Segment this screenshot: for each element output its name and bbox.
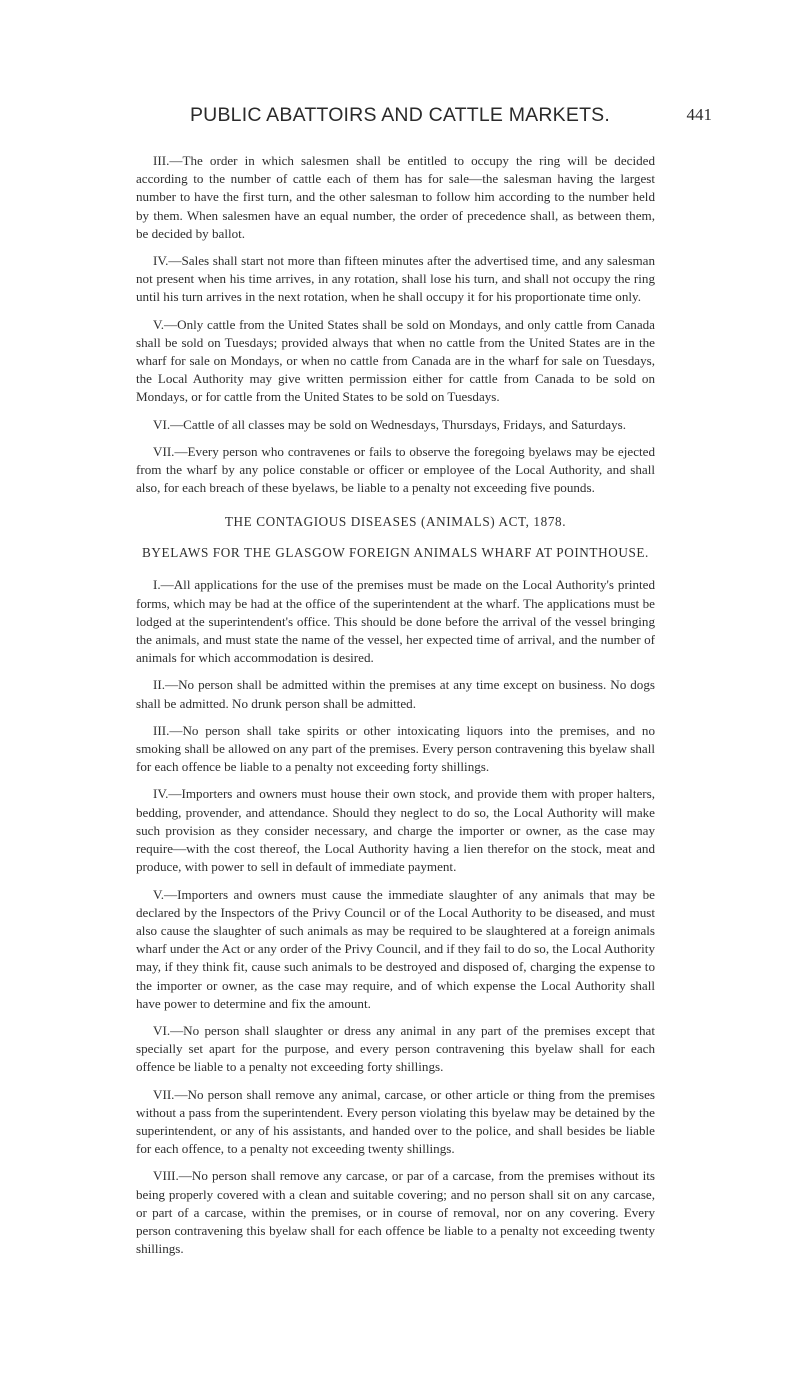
page-number: 441 xyxy=(686,105,712,124)
byelaws-heading: BYELAWS FOR THE GLASGOW FOREIGN ANIMALS WHARF AT POINTHOUSE. xyxy=(142,545,649,561)
byelaw-paragraph: IV.—Sales shall start not more than fifteen minutes after the advertised time, and any salesman not present when his time arrives, in any rotation, shall lose his turn, and shall not occupy the ring until his turn arrives in the next rotation, when he shall occupy it for his proportionate time only. xyxy=(136,253,655,305)
act-heading: THE CONTAGIOUS DISEASES (ANIMALS) ACT, 1878. xyxy=(224,514,567,530)
byelaw-paragraph: VII.—Every person who contravenes or fails to observe the foregoing byelaws may be ejected from the wharf by any police constable or officer or employee of the Local Authority, and shall also, for each breach of these byelaws, be liable to a penalty not exceeding five pounds. xyxy=(136,443,655,496)
byelaw-paragraph: II.—No person shall be admitted within the premises at any time except on business. No dogs shall be admitted. No drunk person shall be admitted. xyxy=(136,677,655,711)
byelaw-paragraph: V.—Importers and owners must cause the immediate slaughter of any animals that may be declared by the Inspectors of the Privy Council or of the Local Authority to be diseased, and must also cause the slaughter of such animals as may be required to be slaughtered at a foreign animals wharf under the Act or any order of the Privy Council, and if they fail to do so, the Local Authority may, if they think fit, cause such animals to be destroyed and disposed of, charging the expense to the importer or owner, as the case may require, and of which expense the Local Authority shall have power to determine and fix the amount. xyxy=(136,886,655,1011)
byelaw-paragraph: III.—The order in which salesmen shall be entitled to occupy the ring will be decided according to the number of cattle each of them has for sale—the salesman having the largest number to have the first turn, and the other salesman to follow him according to the number held by them. When salesmen have an equal number, the order of precedence shall, as between them, be decided by ballot. xyxy=(136,153,655,241)
running-title: PUBLIC ABATTOIRS AND CATTLE MARKETS. xyxy=(189,104,611,126)
byelaw-paragraph: I.—All applications for the use of the premises must be made on the Local Authority's printed forms, which may be had at the office of the superintendent at the wharf. The applications must be lodged at the superintendent's office. This should be done before the arrival of the vessel bringing the animals, and must state the name of the vessel, her expected time of arrival, and the number of animals for which accommodation is desired. xyxy=(136,577,655,666)
byelaw-paragraph: VI.—Cattle of all classes may be sold on Wednesdays, Thursdays, Fridays, and Saturdays. xyxy=(153,416,627,432)
byelaw-paragraph: V.—Only cattle from the United States shall be sold on Mondays, and only cattle from Canada shall be sold on Tuesdays; provided always that when no cattle from the United States are in the wharf for sale on Mondays, or when no cattle from Canada are in the wharf for sale on Tuesdays, the Local Authority may give written permission either for cattle from Canada to be sold on Mondays, or for cattle from the United States to be sold on Tuesdays. xyxy=(136,316,655,405)
byelaw-paragraph: VIII.—No person shall remove any carcase, or par of a carcase, from the premises without its being properly covered with a clean and suitable covering; and no person shall sit on any carcase, or part of a carcase, within the premises, or in course of removal, nor on any covering. Every person contravening this byelaw shall for each offence be liable to a penalty not exceeding twenty shillings. xyxy=(136,1168,655,1257)
byelaw-paragraph: IV.—Importers and owners must house their own stock, and provide them with proper halters, bedding, provender, and attendance. Should they neglect to do so, the Local Authority will make such provision as they consider necessary, and charge the importer or owner, as the case may require—with the cost thereof, the Local Authority having a lien therefor on the stock, meat and produce, with power to sell in default of immediate payment. xyxy=(136,786,655,875)
document-body xyxy=(136,152,655,1267)
byelaw-paragraph: VI.—No person shall slaughter or dress any animal in any part of the premises except that specially set apart for the purpose, and every person contravening this byelaw shall for each offence be liable to a penalty not exceeding forty shillings. xyxy=(136,1022,655,1075)
byelaw-paragraph: III.—No person shall take spirits or other intoxicating liquors into the premises, and no smoking shall be allowed on any part of the premises. Every person contravening this byelaw shall for each offence be liable to a penalty not exceeding forty shillings. xyxy=(136,722,655,775)
byelaw-paragraph: VII.—No person shall remove any animal, carcase, or other article or thing from the premises without a pass from the superintendent. Every person violating this byelaw may be detained by the superintendent, or any of his assistants, and handed over to the police, and shall besides be liable for each offence, to a penalty not exceeding twenty shillings. xyxy=(136,1086,655,1157)
running-head xyxy=(0,104,800,134)
